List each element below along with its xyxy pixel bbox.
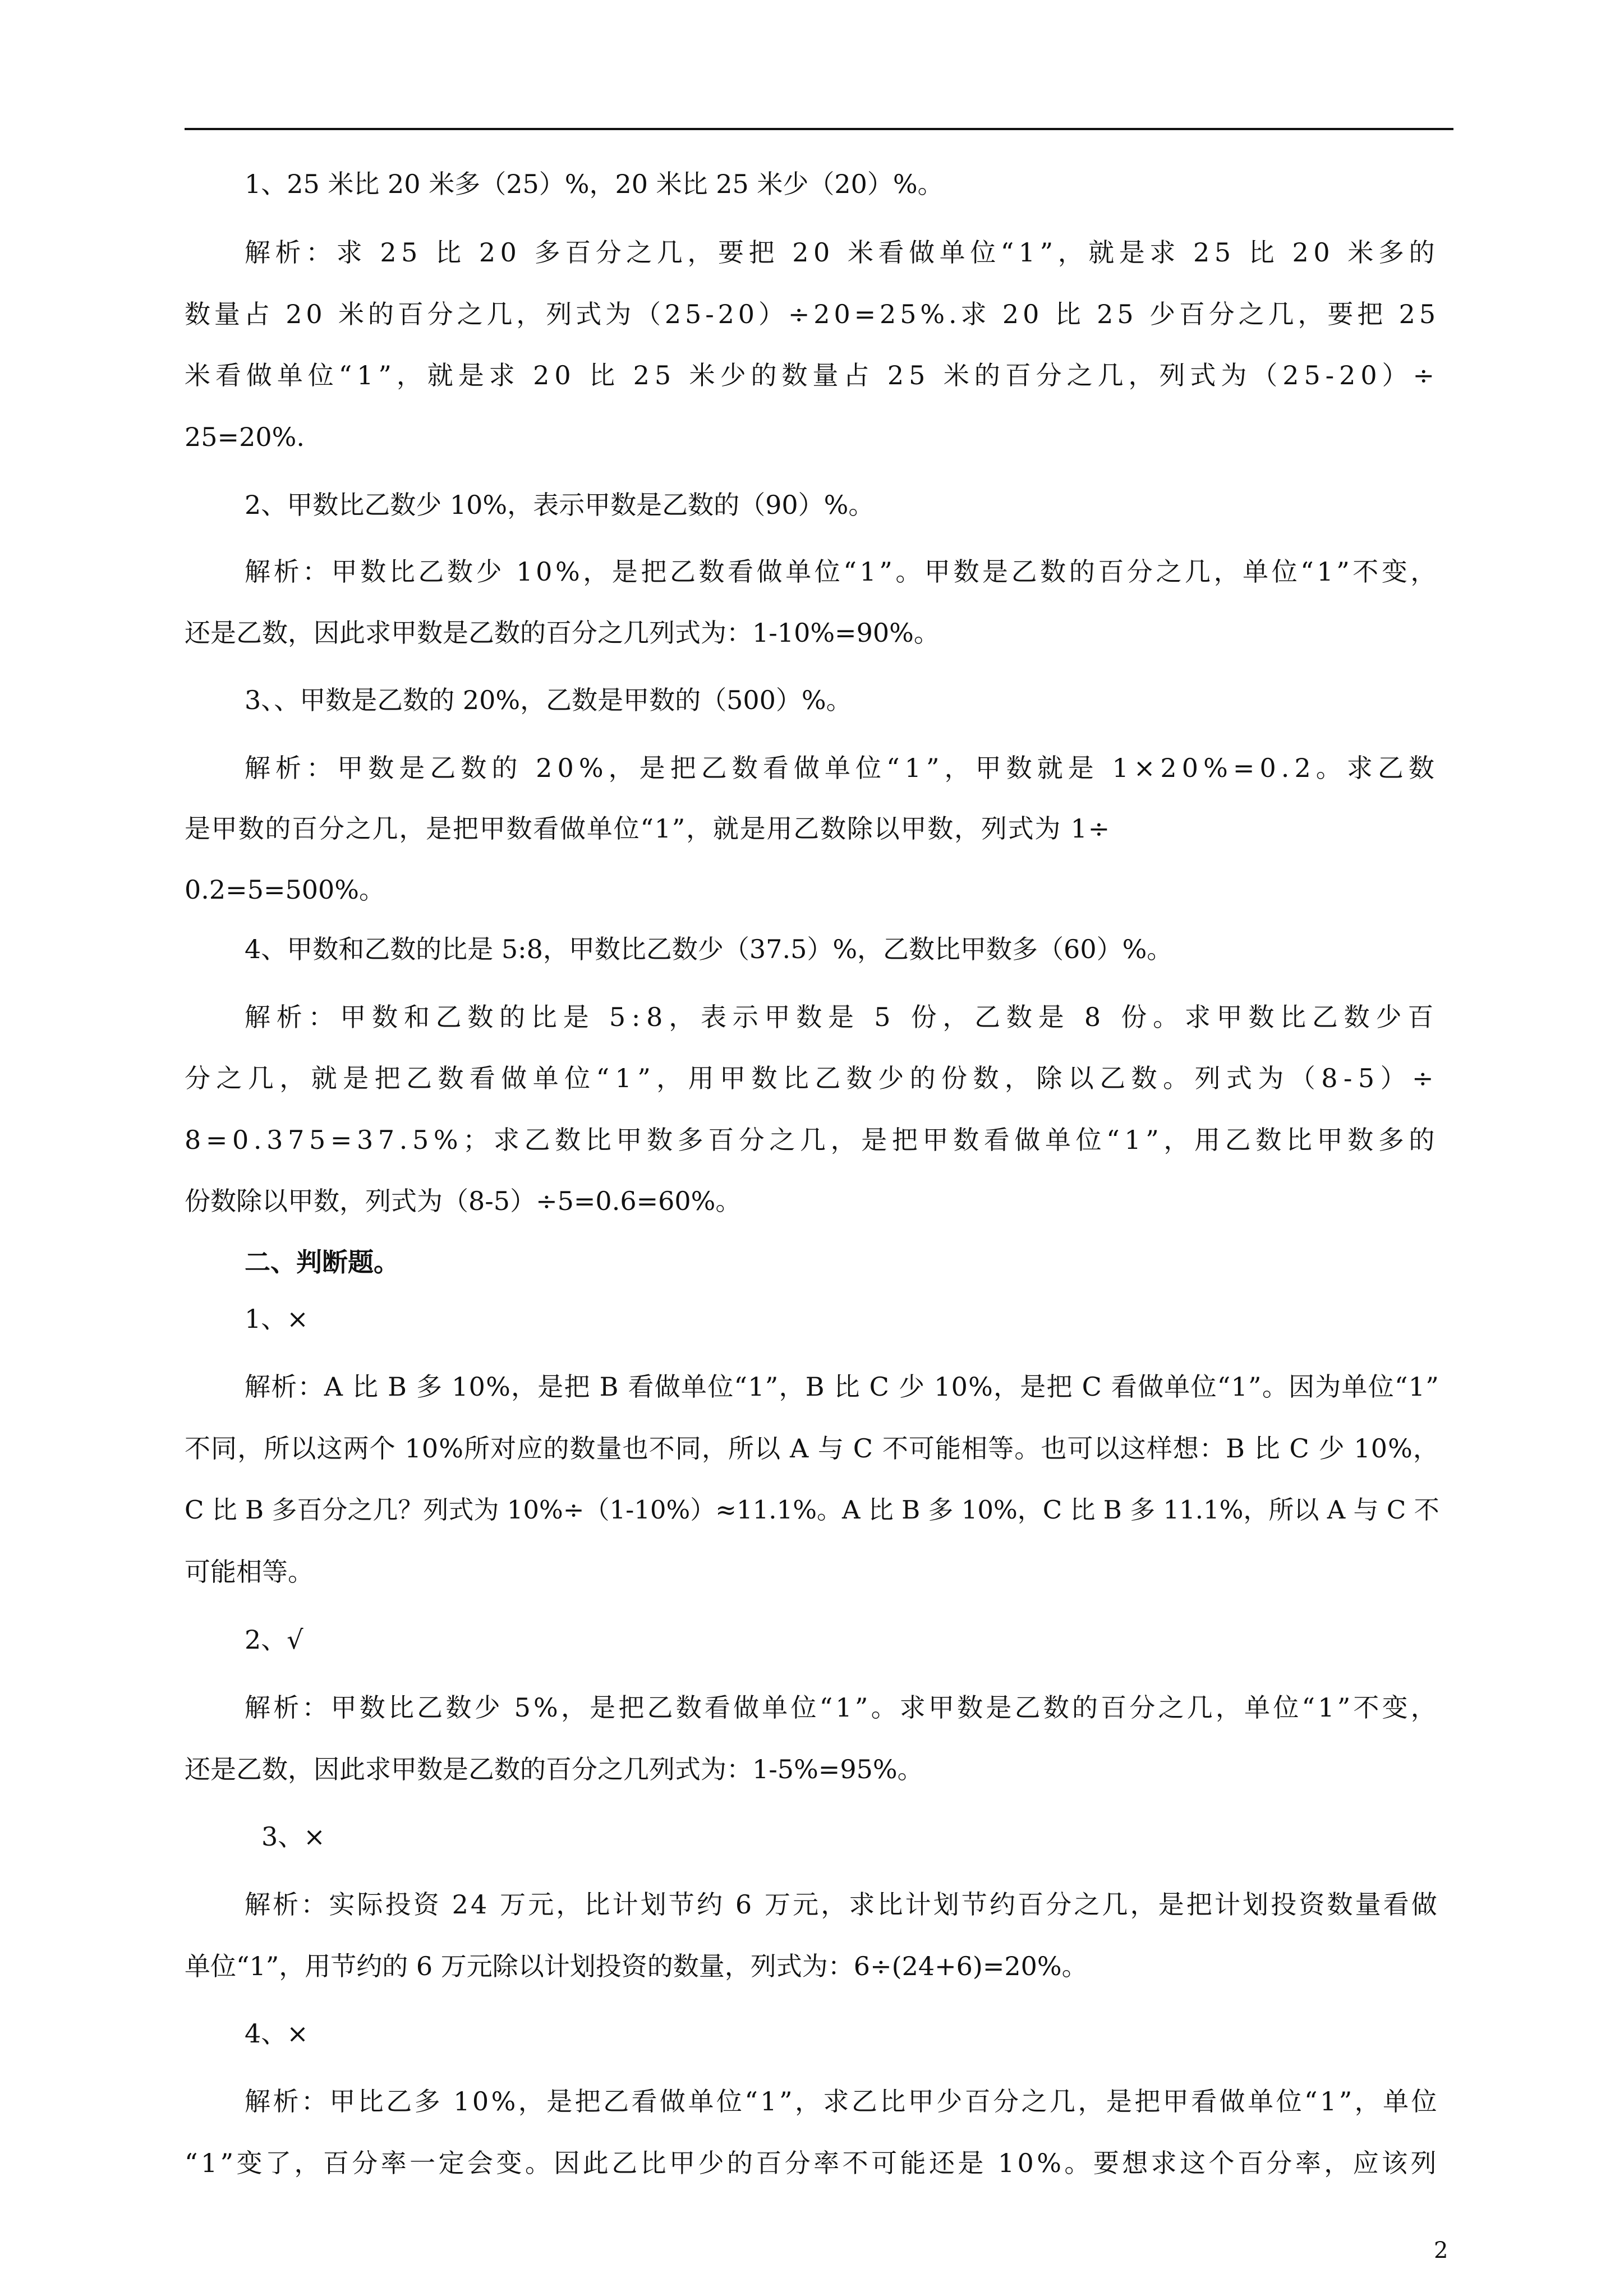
text-line: 2、甲数比乙数少 10%，表示甲数是乙数的（90）%。 <box>245 490 875 520</box>
text-line: 1、25 米比 20 米多（25）%，20 米比 25 米少（20）%。 <box>245 169 944 199</box>
text-line: 2、√ <box>245 1625 303 1655</box>
text-line: 还是乙数，因此求甲数是乙数的百分之几列式为：1-5%=95%。 <box>185 1754 923 1784</box>
text-line: 解析：甲比乙多 10%，是把乙看做单位“1”，求乙比甲少百分之几，是把甲看做单位“1”，单位 <box>245 2086 1439 2116</box>
text-line: 解析：求 25 比 20 多百分之几，要把 20 米看做单位“1”，就是求 25 比 20 米多的 <box>245 237 1439 268</box>
text-line: 米看做单位“1”，就是求 20 比 25 米少的数量占 25 米的百分之几，列式为（25-20）÷ <box>185 360 1439 390</box>
text-line: 分之几，就是把乙数看做单位“1”，用甲数比乙数少的份数，除以乙数。列式为（8-5）÷ <box>185 1063 1439 1093</box>
text-line: 1、× <box>245 1304 309 1334</box>
text-line: 4、甲数和乙数的比是 5:8，甲数比乙数少（37.5）%，乙数比甲数多（60）%。 <box>245 934 1173 964</box>
text-line: 还是乙数，因此求甲数是乙数的百分之几列式为：1-10%=90%。 <box>185 618 940 648</box>
text-line: 解析：甲数比乙数少 5%，是把乙数看做单位“1”。求甲数是乙数的百分之几，单位“1”不变， <box>245 1692 1439 1723</box>
text-line: 单位“1”，用节约的 6 万元除以计划投资的数量，列式为：6÷(24+6)=20%。 <box>185 1951 1088 1981</box>
text-line: 解析：实际投资 24 万元，比计划节约 6 万元，求比计划节约百分之几，是把计划投资数量看做 <box>245 1889 1439 1920</box>
section-heading: 二、判断题。 <box>245 1247 399 1277</box>
text-line: 0.2=5=500%。 <box>185 875 385 905</box>
text-line: 解析：甲数和乙数的比是 5:8，表示甲数是 5 份，乙数是 8 份。求甲数比乙数少百 <box>245 1002 1439 1032</box>
text-line: 4、× <box>245 2018 309 2049</box>
text-line: 可能相等。 <box>185 1557 314 1587</box>
text-line: 解析：A 比 B 多 10%，是把 B 看做单位“1”，B 比 C 少 10%，是把 C 看做单位“1”。因为单位“1” <box>245 1372 1439 1402</box>
text-line: 3、× <box>261 1821 325 1852</box>
text-line: 是甲数的百分之几，是把甲数看做单位“1”，就是用乙数除以甲数，列式为 1÷ <box>185 813 1111 844</box>
header-rule <box>185 128 1453 130</box>
text-line: “1”变了，百分率一定会变。因此乙比甲少的百分率不可能还是 10%。要想求这个百分率，应该列 <box>185 2148 1439 2178</box>
text-line: 份数除以甲数，列式为（8-5）÷5=0.6=60%。 <box>185 1186 742 1216</box>
text-line: 数量占 20 米的百分之几，列式为（25-20）÷20=25%.求 20 比 25 少百分之几，要把 25 <box>185 299 1439 329</box>
page-number: 2 <box>1434 2238 1448 2263</box>
text-line: 解析：甲数比乙数少 10%，是把乙数看做单位“1”。甲数是乙数的百分之几，单位“1”不变， <box>245 556 1439 587</box>
text-line: 不同，所以这两个 10%所对应的数量也不同，所以 A 与 C 不可能相等。也可以这样想：B 比 C 少 10%， <box>185 1433 1439 1464</box>
text-line: 25=20%. <box>185 422 305 452</box>
text-line: 解析：甲数是乙数的 20%，是把乙数看做单位“1”，甲数就是 1×20%=0.2。求乙数 <box>245 753 1439 783</box>
text-line: C 比 B 多百分之几？列式为 10%÷（1-10%）≈11.1%。A 比 B 多 10%，C 比 B 多 11.1%，所以 A 与 C 不 <box>185 1495 1439 1525</box>
text-line: 8=0.375=37.5%；求乙数比甲数多百分之几，是把甲数看做单位“1”，用乙数比甲数多的 <box>185 1125 1439 1155</box>
text-line: 3、、甲数是乙数的 20%，乙数是甲数的（500）%。 <box>245 685 852 715</box>
